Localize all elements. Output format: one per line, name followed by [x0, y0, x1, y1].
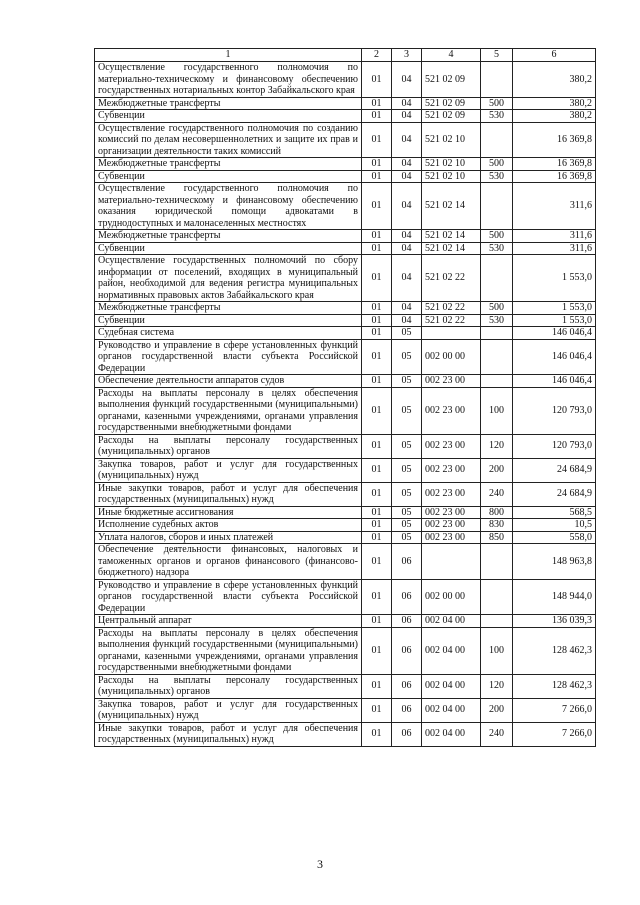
row-target-code [422, 327, 481, 340]
row-section: 01 [362, 544, 392, 580]
header-col-5: 5 [481, 49, 513, 62]
row-expense-type: 530 [481, 314, 513, 327]
row-expense-type [481, 327, 513, 340]
row-name: Иные закупки товаров, работ и услуг для обеспечения государственных (муниципальных) нужд [95, 722, 362, 746]
row-subsection: 04 [392, 158, 422, 171]
row-subsection: 06 [392, 615, 422, 628]
row-section: 01 [362, 327, 392, 340]
row-subsection: 05 [392, 519, 422, 532]
row-expense-type: 530 [481, 110, 513, 123]
row-name: Руководство и управление в сфере установленных функций органов государственной власти субъекта Российской Федерации [95, 579, 362, 615]
row-amount: 136 039,3 [513, 615, 596, 628]
row-expense-type: 200 [481, 458, 513, 482]
row-target-code: 002 04 00 [422, 674, 481, 698]
row-expense-type [481, 122, 513, 158]
row-target-code: 521 02 14 [422, 242, 481, 255]
row-amount: 146 046,4 [513, 327, 596, 340]
row-expense-type [481, 579, 513, 615]
row-subsection: 05 [392, 531, 422, 544]
row-name: Обеспечение деятельности аппаратов судов [95, 375, 362, 388]
row-subsection: 04 [392, 302, 422, 315]
row-subsection: 06 [392, 579, 422, 615]
row-expense-type: 240 [481, 482, 513, 506]
row-target-code: 002 23 00 [422, 531, 481, 544]
row-section: 01 [362, 506, 392, 519]
table-row [95, 230, 596, 243]
row-subsection: 05 [392, 482, 422, 506]
row-amount: 568,5 [513, 506, 596, 519]
row-subsection: 04 [392, 62, 422, 98]
row-subsection: 05 [392, 506, 422, 519]
table-row [95, 314, 596, 327]
row-name: Субвенции [95, 170, 362, 183]
row-name: Межбюджетные трансферты [95, 97, 362, 110]
row-section: 01 [362, 170, 392, 183]
row-name: Уплата налогов, сборов и иных платежей [95, 531, 362, 544]
row-amount: 380,2 [513, 110, 596, 123]
table-row [95, 698, 596, 722]
row-name: Межбюджетные трансферты [95, 158, 362, 171]
row-subsection: 06 [392, 627, 422, 674]
row-target-code: 521 02 22 [422, 314, 481, 327]
row-expense-type [481, 62, 513, 98]
row-section: 01 [362, 482, 392, 506]
row-expense-type: 530 [481, 170, 513, 183]
row-amount: 380,2 [513, 62, 596, 98]
header-col-4: 4 [422, 49, 481, 62]
row-subsection: 04 [392, 230, 422, 243]
row-amount: 146 046,4 [513, 375, 596, 388]
row-section: 01 [362, 110, 392, 123]
row-amount: 7 266,0 [513, 722, 596, 746]
row-section: 01 [362, 519, 392, 532]
table-row [95, 97, 596, 110]
row-target-code: 521 02 22 [422, 255, 481, 302]
row-section: 01 [362, 531, 392, 544]
row-expense-type [481, 544, 513, 580]
row-section: 01 [362, 314, 392, 327]
row-section: 01 [362, 158, 392, 171]
table-row [95, 339, 596, 375]
row-amount: 16 369,8 [513, 122, 596, 158]
row-target-code: 521 02 09 [422, 110, 481, 123]
row-target-code: 002 04 00 [422, 615, 481, 628]
row-name: Субвенции [95, 314, 362, 327]
row-target-code: 521 02 14 [422, 183, 481, 230]
row-section: 01 [362, 255, 392, 302]
row-section: 01 [362, 183, 392, 230]
budget-table [94, 48, 596, 747]
row-name: Межбюджетные трансферты [95, 230, 362, 243]
row-name: Закупка товаров, работ и услуг для государственных (муниципальных) нужд [95, 698, 362, 722]
row-amount: 10,5 [513, 519, 596, 532]
row-expense-type: 120 [481, 674, 513, 698]
table-row [95, 434, 596, 458]
table-body [95, 62, 596, 747]
row-amount: 16 369,8 [513, 158, 596, 171]
row-target-code: 002 23 00 [422, 482, 481, 506]
row-target-code: 521 02 14 [422, 230, 481, 243]
row-subsection: 04 [392, 242, 422, 255]
row-subsection: 05 [392, 434, 422, 458]
row-target-code: 521 02 09 [422, 97, 481, 110]
row-subsection: 06 [392, 698, 422, 722]
row-expense-type: 240 [481, 722, 513, 746]
page-number: 3 [317, 857, 323, 871]
row-subsection: 05 [392, 327, 422, 340]
row-section: 01 [362, 458, 392, 482]
row-name: Обеспечение деятельности финансовых, налоговых и таможенных органов и органов финансового (финансово-бюджетного) надзора [95, 544, 362, 580]
table-row [95, 375, 596, 388]
row-name: Центральный аппарат [95, 615, 362, 628]
row-target-code [422, 544, 481, 580]
table-row [95, 387, 596, 434]
row-amount: 24 684,9 [513, 482, 596, 506]
row-target-code: 002 00 00 [422, 579, 481, 615]
row-target-code: 002 04 00 [422, 698, 481, 722]
row-section: 01 [362, 62, 392, 98]
row-target-code: 002 23 00 [422, 458, 481, 482]
row-expense-type [481, 615, 513, 628]
row-expense-type: 500 [481, 230, 513, 243]
row-section: 01 [362, 434, 392, 458]
row-amount: 120 793,0 [513, 434, 596, 458]
row-section: 01 [362, 375, 392, 388]
row-amount: 148 944,0 [513, 579, 596, 615]
row-amount: 311,6 [513, 242, 596, 255]
table-row [95, 674, 596, 698]
row-target-code: 002 23 00 [422, 375, 481, 388]
row-target-code: 002 04 00 [422, 627, 481, 674]
row-amount: 1 553,0 [513, 314, 596, 327]
row-amount: 7 266,0 [513, 698, 596, 722]
table-row [95, 482, 596, 506]
header-col-1: 1 [95, 49, 362, 62]
table-row [95, 544, 596, 580]
table-row [95, 531, 596, 544]
row-name: Закупка товаров, работ и услуг для государственных (муниципальных) нужд [95, 458, 362, 482]
row-expense-type: 800 [481, 506, 513, 519]
row-name: Иные закупки товаров, работ и услуг для обеспечения государственных (муниципальных) нужд [95, 482, 362, 506]
row-target-code: 002 04 00 [422, 722, 481, 746]
row-target-code: 002 23 00 [422, 434, 481, 458]
table-row [95, 627, 596, 674]
row-name: Осуществление государственного полномочия по материально-техническому и финансовому обеспечению оказания юридической помощи адвокатами в труднодоступных и малонаселенных местностях [95, 183, 362, 230]
row-name: Субвенции [95, 242, 362, 255]
row-amount: 311,6 [513, 230, 596, 243]
row-amount: 311,6 [513, 183, 596, 230]
row-expense-type [481, 375, 513, 388]
row-expense-type: 850 [481, 531, 513, 544]
table-row [95, 110, 596, 123]
row-target-code: 521 02 10 [422, 122, 481, 158]
row-subsection: 05 [392, 339, 422, 375]
table-row [95, 242, 596, 255]
row-section: 01 [362, 230, 392, 243]
row-section: 01 [362, 722, 392, 746]
table-row [95, 722, 596, 746]
row-amount: 148 963,8 [513, 544, 596, 580]
row-subsection: 04 [392, 314, 422, 327]
row-name: Расходы на выплаты персоналу в целях обеспечения выполнения функций государственными (муниципальными) органами, казенными учреждениями, органами управления государственными внебюджетными фондами [95, 627, 362, 674]
row-section: 01 [362, 302, 392, 315]
table-row [95, 458, 596, 482]
table-row [95, 615, 596, 628]
table-row [95, 122, 596, 158]
row-amount: 1 553,0 [513, 255, 596, 302]
table-row [95, 255, 596, 302]
row-subsection: 05 [392, 458, 422, 482]
row-amount: 24 684,9 [513, 458, 596, 482]
row-target-code: 002 23 00 [422, 519, 481, 532]
row-expense-type: 830 [481, 519, 513, 532]
row-section: 01 [362, 242, 392, 255]
row-target-code: 002 23 00 [422, 387, 481, 434]
row-name: Расходы на выплаты персоналу государственных (муниципальных) органов [95, 674, 362, 698]
row-amount: 120 793,0 [513, 387, 596, 434]
row-name: Осуществление государственного полномочия по созданию комиссий по делам несовершеннолетних и защите их прав и организации деятельности таких комиссий [95, 122, 362, 158]
row-name: Межбюджетные трансферты [95, 302, 362, 315]
row-section: 01 [362, 339, 392, 375]
table-row [95, 519, 596, 532]
row-section: 01 [362, 674, 392, 698]
row-amount: 146 046,4 [513, 339, 596, 375]
row-name: Руководство и управление в сфере установленных функций органов государственной власти субъекта Российской Федерации [95, 339, 362, 375]
row-section: 01 [362, 579, 392, 615]
header-col-2: 2 [362, 49, 392, 62]
row-expense-type: 500 [481, 97, 513, 110]
row-name: Расходы на выплаты персоналу государственных (муниципальных) органов [95, 434, 362, 458]
row-subsection: 06 [392, 674, 422, 698]
row-name: Исполнение судебных актов [95, 519, 362, 532]
row-subsection: 04 [392, 122, 422, 158]
row-expense-type [481, 183, 513, 230]
row-amount: 558,0 [513, 531, 596, 544]
row-section: 01 [362, 97, 392, 110]
row-subsection: 04 [392, 255, 422, 302]
table-row [95, 506, 596, 519]
row-subsection: 05 [392, 375, 422, 388]
row-name: Расходы на выплаты персоналу в целях обеспечения выполнения функций государственными (муниципальными) органами, казенными учреждениями, органами управления государственными внебюджетными фондами [95, 387, 362, 434]
row-target-code: 002 00 00 [422, 339, 481, 375]
row-expense-type: 120 [481, 434, 513, 458]
row-target-code: 002 23 00 [422, 506, 481, 519]
row-section: 01 [362, 627, 392, 674]
row-subsection: 05 [392, 387, 422, 434]
row-expense-type: 100 [481, 627, 513, 674]
row-expense-type [481, 255, 513, 302]
row-subsection: 04 [392, 170, 422, 183]
row-section: 01 [362, 698, 392, 722]
row-expense-type: 100 [481, 387, 513, 434]
row-section: 01 [362, 615, 392, 628]
table-row [95, 302, 596, 315]
row-section: 01 [362, 122, 392, 158]
table-row [95, 579, 596, 615]
table-row [95, 183, 596, 230]
row-amount: 128 462,3 [513, 627, 596, 674]
table-row [95, 158, 596, 171]
row-name: Судебная система [95, 327, 362, 340]
row-target-code: 521 02 09 [422, 62, 481, 98]
table-row [95, 170, 596, 183]
row-amount: 380,2 [513, 97, 596, 110]
row-subsection: 04 [392, 97, 422, 110]
row-target-code: 521 02 10 [422, 170, 481, 183]
row-expense-type [481, 339, 513, 375]
row-expense-type: 500 [481, 302, 513, 315]
row-amount: 1 553,0 [513, 302, 596, 315]
row-amount: 16 369,8 [513, 170, 596, 183]
row-target-code: 521 02 10 [422, 158, 481, 171]
row-name: Субвенции [95, 110, 362, 123]
row-subsection: 06 [392, 722, 422, 746]
row-subsection: 04 [392, 110, 422, 123]
table-row [95, 327, 596, 340]
header-col-3: 3 [392, 49, 422, 62]
row-name: Иные бюджетные ассигнования [95, 506, 362, 519]
row-expense-type: 500 [481, 158, 513, 171]
row-expense-type: 200 [481, 698, 513, 722]
table-row [95, 62, 596, 98]
row-name: Осуществление государственного полномочия по материально-техническому и финансовому обеспечению государственных нотариальных контор Забайкальского края [95, 62, 362, 98]
row-amount: 128 462,3 [513, 674, 596, 698]
row-subsection: 04 [392, 183, 422, 230]
row-target-code: 521 02 22 [422, 302, 481, 315]
table-header-row [95, 49, 596, 62]
header-col-6: 6 [513, 49, 596, 62]
row-subsection: 06 [392, 544, 422, 580]
row-name: Осуществление государственных полномочий по сбору информации от поселений, входящих в муниципальный район, необходимой для ведения регистра муниципальных нормативных правовых актов Забайкальского края [95, 255, 362, 302]
row-expense-type: 530 [481, 242, 513, 255]
row-section: 01 [362, 387, 392, 434]
